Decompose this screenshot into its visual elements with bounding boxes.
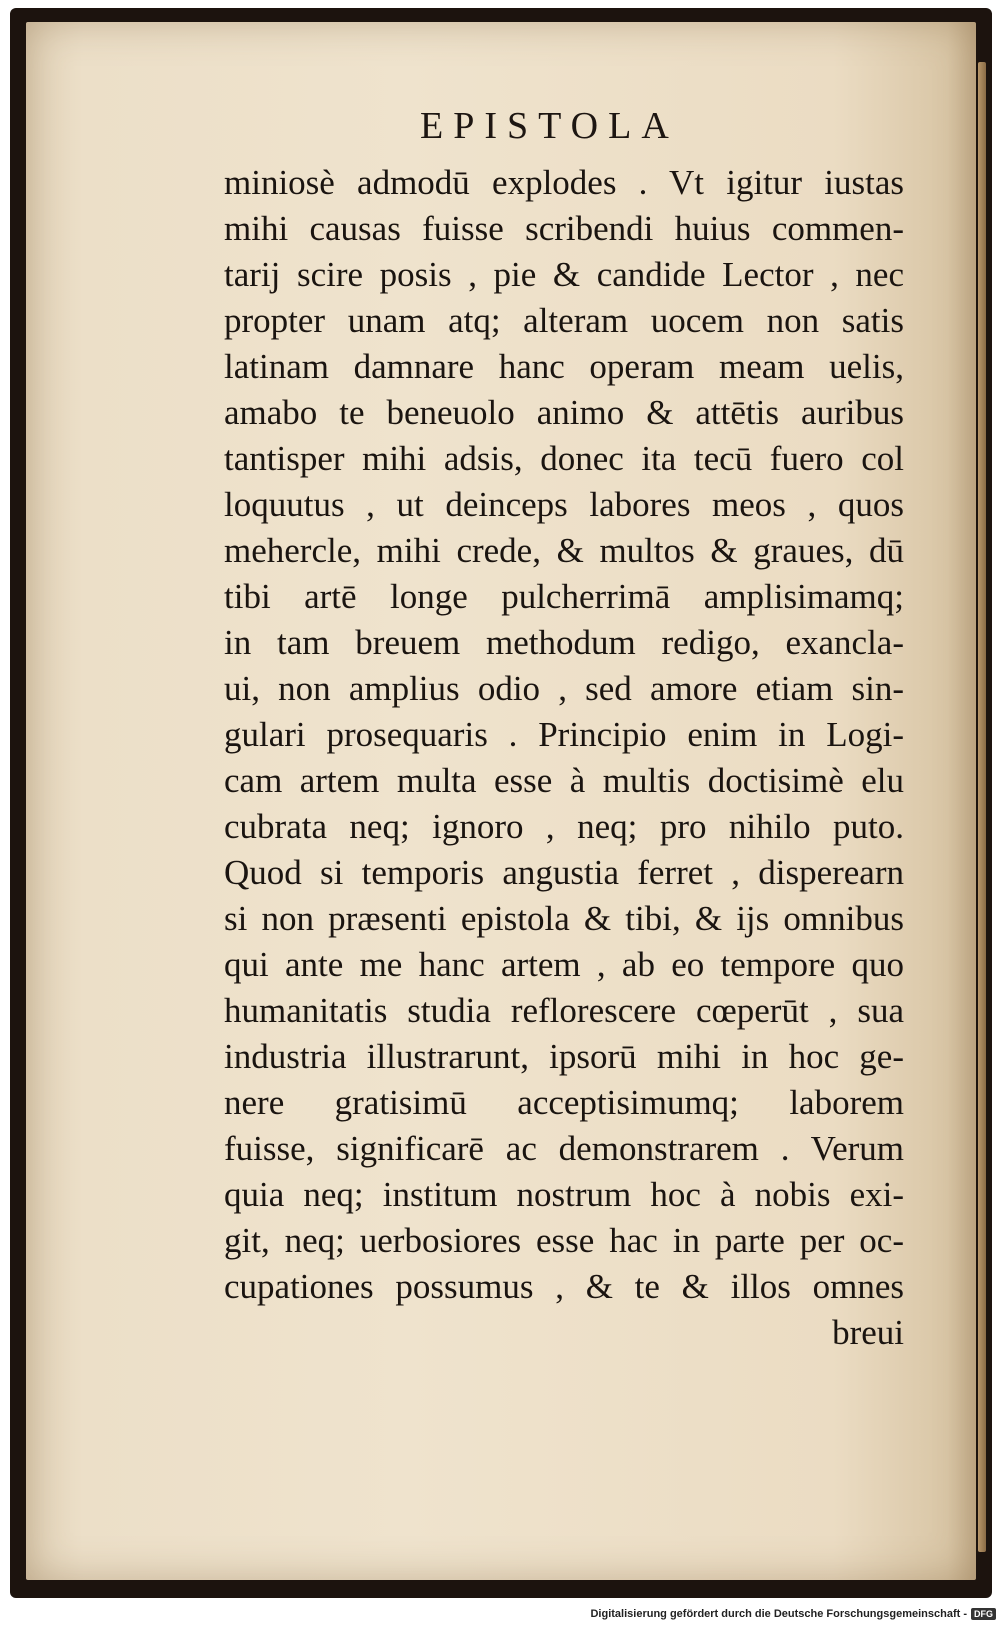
page-edge <box>978 62 986 1552</box>
text-line: in tam breuem methodum redigo, exancla- <box>224 623 904 662</box>
text-line: qui ante me hanc artem , ab eo tempore quo <box>224 945 904 984</box>
text-line: mehercle, mihi crede, & multos & graues, dū <box>224 531 904 570</box>
digitization-footer <box>590 1608 996 1620</box>
text-line: propter unam atq; alteram uocem non satis <box>224 301 904 340</box>
text-line: industria illustrarunt, ipsorū mihi in hoc ge- <box>224 1037 904 1076</box>
text-line: tantisper mihi adsis, donec ita tecū fuero col <box>224 439 904 478</box>
text-line: cupationes possumus , & te & illos omnes <box>224 1267 904 1306</box>
text-line: fuisse, significarē ac demonstrarem . Verum <box>224 1129 904 1168</box>
text-line: mihi causas fuisse scribendi huius commen- <box>224 209 904 248</box>
text-line: quia neq; institum nostrum hoc à nobis exi- <box>224 1175 904 1214</box>
catchword: breui <box>832 1313 904 1352</box>
text-line: cam artem multa esse à multis doctisimè elu <box>224 761 904 800</box>
text-line: miniosè admodū explodes . Vt igitur iustas <box>224 163 904 202</box>
page-header: EPISTOLA <box>420 105 679 147</box>
text-line: tibi artē longe pulcherrimā amplisimamq; <box>224 577 904 616</box>
text-line: amabo te beneuolo animo & attētis auribus <box>224 393 904 432</box>
body-text <box>224 160 904 1356</box>
text-line: gulari prosequaris . Principio enim in Logi- <box>224 715 904 754</box>
text-line: latinam damnare hanc operam meam uelis, <box>224 347 904 386</box>
text-line: si non præsenti epistola & tibi, & ijs omnibus <box>224 899 904 938</box>
footer-text: Digitalisierung gefördert durch die Deutsche Forschungsgemeinschaft - <box>590 1608 967 1620</box>
text-line: ui, non amplius odio , sed amore etiam sin- <box>224 669 904 708</box>
dfg-logo: DFG <box>971 1608 996 1620</box>
text-line: humanitatis studia reflorescere cœperūt , sua <box>224 991 904 1030</box>
text-line: git, neq; uerbosiores esse hac in parte per oc- <box>224 1221 904 1260</box>
text-line: cubrata neq; ignoro , neq; pro nihilo puto. <box>224 807 904 846</box>
text-line: nere gratisimū acceptisimumq; laborem <box>224 1083 904 1122</box>
text-line: tarij scire posis , pie & candide Lector , nec <box>224 255 904 294</box>
text-line: Quod si temporis angustia ferret , disperearn <box>224 853 904 892</box>
text-line: loquutus , ut deinceps labores meos , quos <box>224 485 904 524</box>
